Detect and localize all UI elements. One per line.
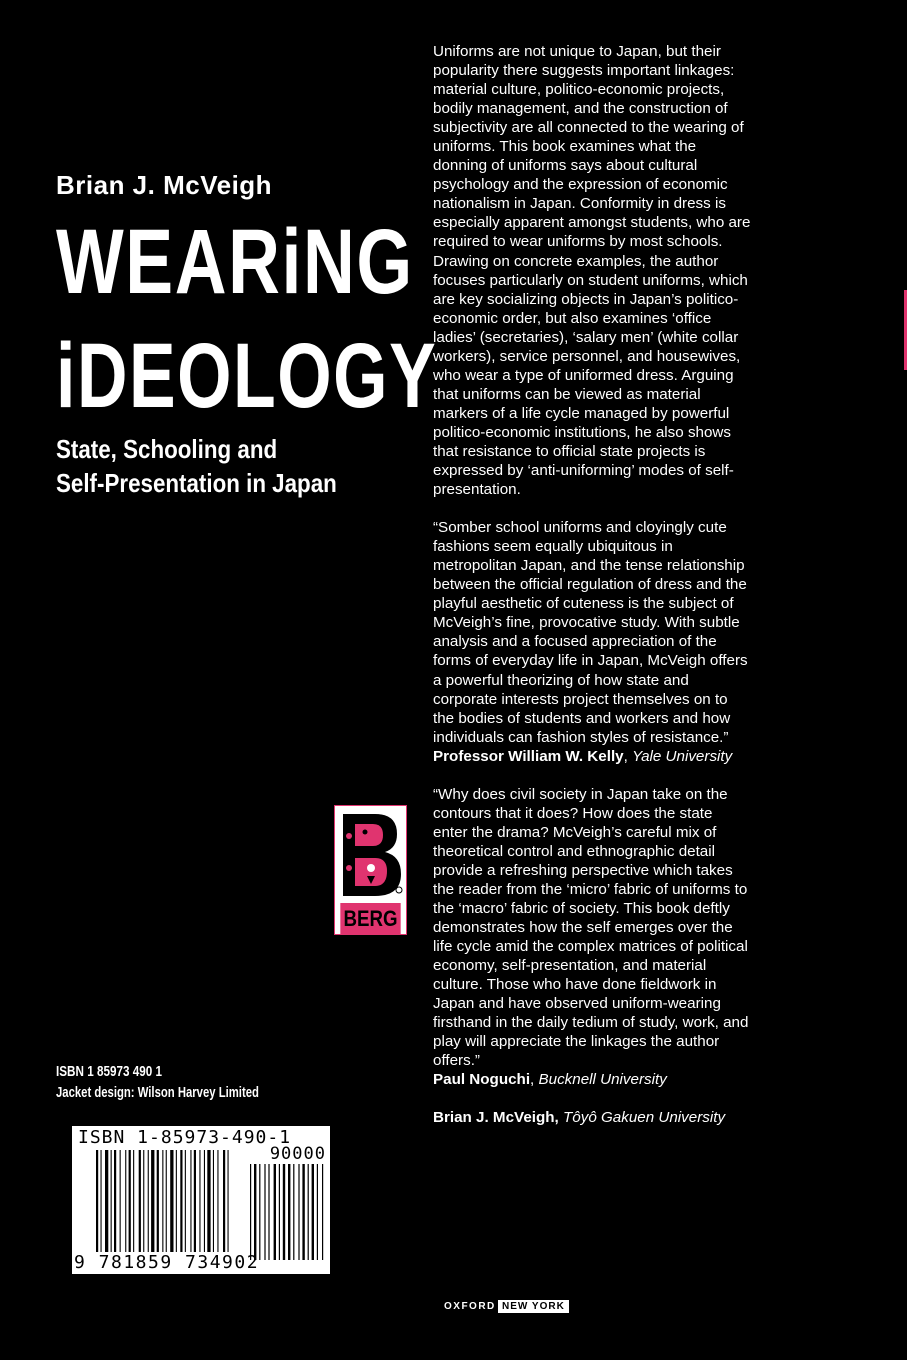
subtitle-line-2: Self-Presentation in Japan — [56, 468, 337, 498]
author-affiliation — [433, 1108, 751, 1127]
quote-institution: Bucknell University — [538, 1071, 667, 1089]
quote-text: “Somber school uniforms and cloyingly cute fashions seem equally ubiquitous in metropolitan Japan, and the tense relationship between the official regulation of dress and the playful aesthetic of cuteness is the subject of McVeigh’s fine, provocative study. With subtle analysis and a focused appreciation of the forms of everyday life in Japan, McVeigh offers a powerful theorizing of how state and corporate interests project themselves on to the bodies of students and workers and how individuals can fashion styles of resistance.” — [433, 519, 748, 746]
quote-author: Paul Noguchi — [433, 1071, 531, 1089]
book-title-line-1: WEARiNG — [56, 211, 414, 313]
quote-attribution: Professor William W. Kelly, Yale University — [433, 747, 733, 765]
book-title-line-2: iDEOLOGY — [56, 325, 438, 427]
back-cover-blurb — [433, 42, 751, 1128]
jacket-design-credit: Jacket design: Wilson Harvey Limited — [56, 1085, 259, 1101]
affiliation-author: Brian J. McVeigh, — [433, 1109, 559, 1127]
affiliation-institution: Tôyô Gakuen University — [563, 1109, 726, 1127]
author-name: Brian J. McVeigh — [56, 170, 273, 200]
quote-attribution: Paul Noguchi, Bucknell University — [433, 1071, 667, 1089]
review-quote-1 — [433, 518, 751, 766]
quote-institution: Yale University — [632, 747, 733, 765]
barcode-isbn-text: ISBN 1-85973-490-1 — [78, 1127, 292, 1148]
quote-author: Professor William W. Kelly — [433, 747, 624, 765]
berg-publisher-logo — [334, 805, 407, 935]
barcode-number: 9 781859 734902 — [74, 1252, 260, 1273]
quote-text: “Why does civil society in Japan take on the contours that it does? How does the state enter the drama? McVeigh’s careful mix of theoretical control and ethnographic detail provide a refreshing perspective which takes the reader from the ‘micro’ fabric of uniforms to the ‘macro’ fabric of society. This book deftly demonstrates how the self emerges over the life cycle amid the complex matrices of political economy, self-presentation, and material culture. Those who have done fieldwork in Japan and have observed uniform-wearing firsthand in the daily tedium of study, work, and play will appreciate the linkages the author offers.” — [433, 785, 749, 1070]
publisher-city-new-york: NEW YORK — [498, 1300, 569, 1313]
berg-b-emblem-icon — [335, 806, 406, 903]
book-description: Uniforms are not unique to Japan, but their popularity there suggests important linkages: material culture, politico-economic projects, bodily management, and the construction of subjectivity are all connected to the wearing of uniforms. This book examines what the donning of uniforms says about cultural psychology and the expression of economic nationalism in Japan. Conformity in dress is especially apparent amongst students, who are required to wear uniforms by most schools. Drawing on concrete examples, the author focuses particularly on student uniforms, which are key socializing objects in Japan’s politico-economic order, but also examines ‘office ladies’ (secretaries), ‘salary men’ (white collar workers), service personnel, and housewives, who wear a type of uniformed dress. Arguing that uniforms can be viewed as material markers of a life cycle managed by powerful politico-economic institutions, he also shows that resistance to official state projects is expressed by ‘anti-uniforming’ modes of self-presentation. — [433, 43, 751, 499]
publisher-city-oxford: OXFORD — [444, 1301, 496, 1312]
isbn-line: ISBN 1 85973 490 1 — [56, 1063, 163, 1080]
berg-logo-text: BERG — [340, 903, 400, 934]
barcode-addon-number: 90000 — [269, 1144, 326, 1164]
review-quote-2 — [433, 785, 751, 1090]
barcode-box — [72, 1126, 330, 1274]
subtitle-line-1: State, Schooling and — [56, 434, 278, 464]
